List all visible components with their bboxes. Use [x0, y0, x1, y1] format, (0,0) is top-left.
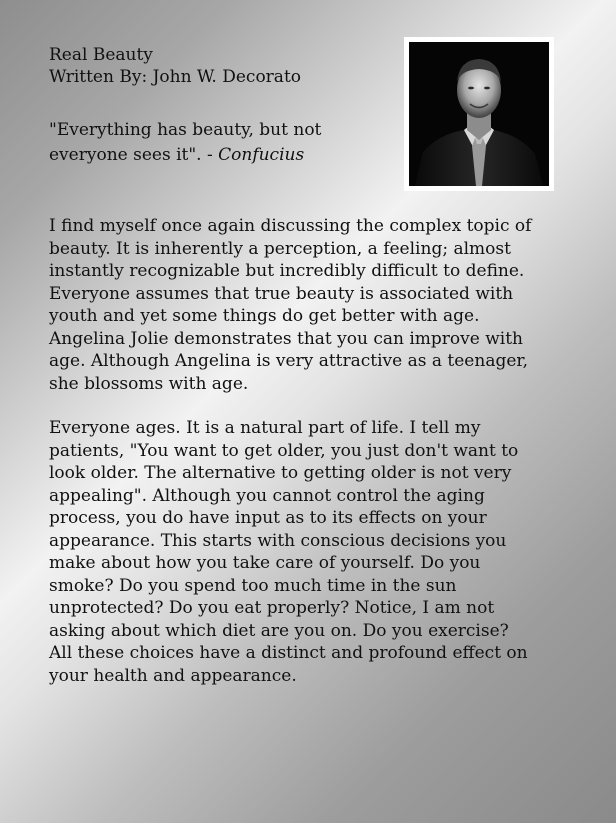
quote-attribution: Confucius	[218, 145, 305, 165]
article-paragraph-1: I find myself once again discussing the complex topic of beauty. It is inherently a perception, a feeling; almost instantly recognizable but incredibly difficult to define. Everyone assumes that true beauty is associated with youth and yet some things do get better with age. Angelina Jolie demonstrates that you can improve with age. Although Angelina is very attractive as a teenager, she blossoms with age.	[49, 216, 532, 394]
article-body	[49, 215, 569, 709]
article-paragraph-2: Everyone ages. It is a natural part of life. I tell my patients, "You want to get older, you just don't want to look older. The alternative to getting older is not very appealing". Although you cannot control the aging process, you do have input as to its effects on your appearance. This starts with conscious decisions you make about how you take care of yourself. Do you smoke? Do you spend too much time in the sun unprotected? Do you eat properly? Notice, I am not asking about which diet are you on. Do you exercise? All these choices have a distinct and profound effect on your health and appearance.	[49, 418, 528, 686]
opening-quote	[49, 118, 379, 168]
author-photo-frame	[404, 37, 554, 191]
article-byline: Written By: John W. Decorato	[49, 67, 302, 87]
quote-text: "Everything has beauty, but not everyone sees it". -	[49, 120, 322, 165]
article-header	[49, 44, 379, 88]
article-title: Real Beauty	[49, 45, 153, 65]
portrait-illustration	[409, 42, 549, 186]
author-portrait-icon	[409, 42, 549, 186]
